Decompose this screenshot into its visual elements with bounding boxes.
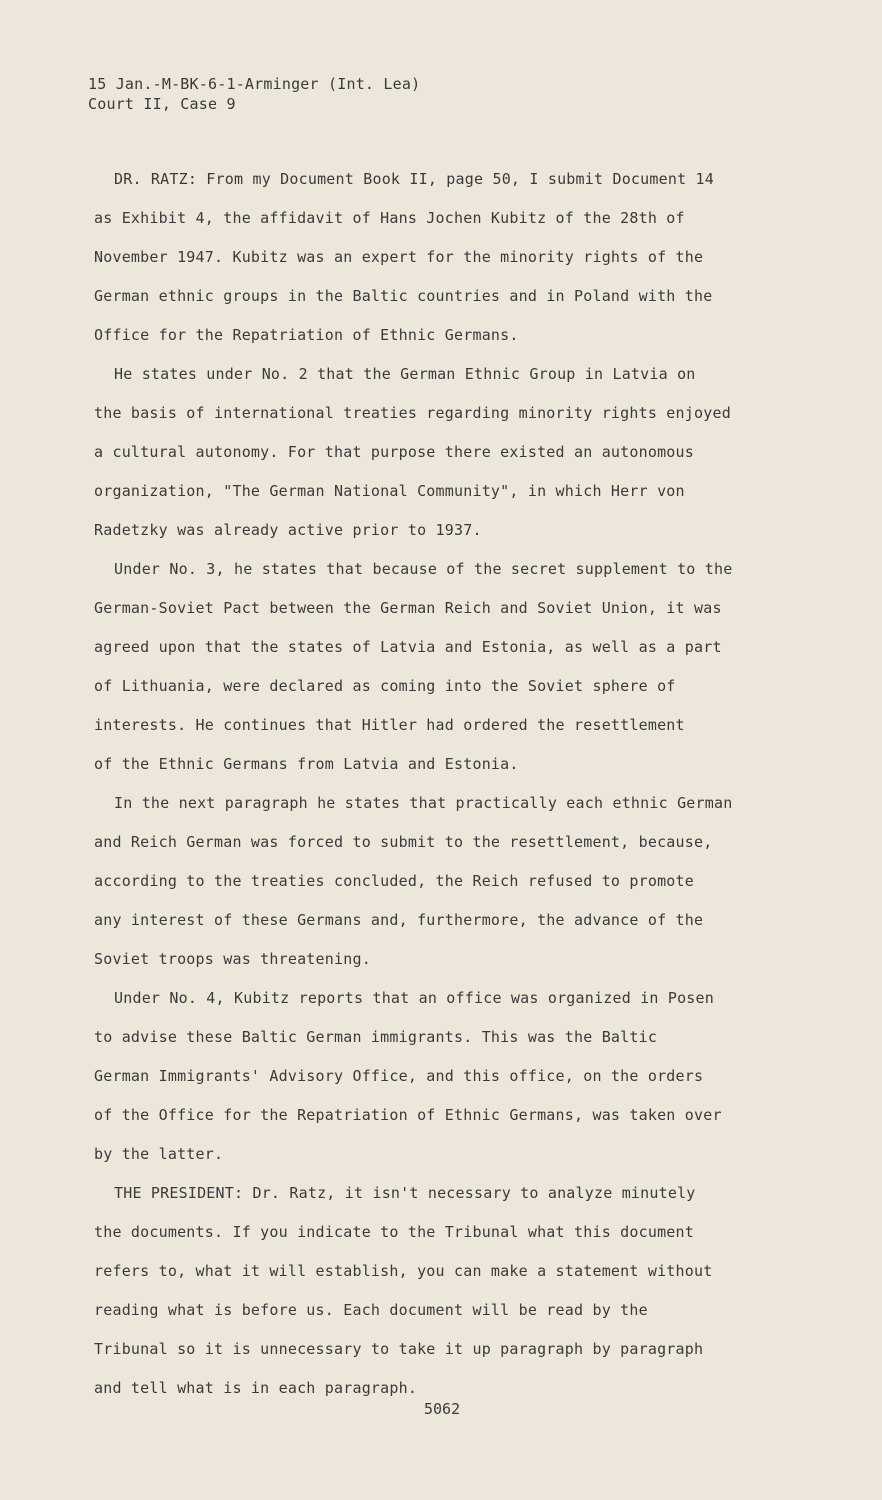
text-line: of the Office for the Repatriation of Ethnic Germans, was taken over xyxy=(94,1106,722,1124)
text-line: according to the treaties concluded, the Reich refused to promote xyxy=(94,872,694,890)
paragraph-4 xyxy=(94,784,774,979)
header-line-1: 15 Jan.-M-BK-6-1-Arminger (Int. Lea) xyxy=(88,75,421,93)
paragraph-2 xyxy=(94,355,774,550)
text-line: In the next paragraph he states that practically each ethnic German xyxy=(114,794,733,812)
text-line: as Exhibit 4, the affidavit of Hans Jochen Kubitz of the 28th of xyxy=(94,209,685,227)
text-line: THE PRESIDENT: Dr. Ratz, it isn't necessary to analyze minutely xyxy=(114,1184,696,1202)
paragraph-1 xyxy=(94,160,774,355)
text-line: any interest of these Germans and, furthermore, the advance of the xyxy=(94,911,704,929)
paragraph-6 xyxy=(94,1174,774,1408)
document-header xyxy=(88,74,420,114)
text-line: Under No. 4, Kubitz reports that an office was organized in Posen xyxy=(114,989,714,1007)
text-line: and Reich German was forced to submit to the resettlement, because, xyxy=(94,833,713,851)
text-line: Radetzky was already active prior to 1937. xyxy=(94,521,482,539)
text-line: by the latter. xyxy=(94,1145,224,1163)
text-line: of Lithuania, were declared as coming into the Soviet sphere of xyxy=(94,677,676,695)
text-line: the documents. If you indicate to the Tribunal what this document xyxy=(94,1223,694,1241)
paragraph-5 xyxy=(94,979,774,1174)
text-line: refers to, what it will establish, you can make a statement without xyxy=(94,1262,713,1280)
text-line: interests. He continues that Hitler had ordered the resettlement xyxy=(94,716,685,734)
text-line: Soviet troops was threatening. xyxy=(94,950,371,968)
text-line: Under No. 3, he states that because of the secret supplement to the xyxy=(114,560,733,578)
paragraph-3 xyxy=(94,550,774,784)
text-line: agreed upon that the states of Latvia and Estonia, as well as a part xyxy=(94,638,722,656)
header-line-2: Court II, Case 9 xyxy=(88,95,236,113)
text-line: of the Ethnic Germans from Latvia and Estonia. xyxy=(94,755,519,773)
text-line: Office for the Repatriation of Ethnic Germans. xyxy=(94,326,519,344)
text-line: German Immigrants' Advisory Office, and this office, on the orders xyxy=(94,1067,704,1085)
text-line: November 1947. Kubitz was an expert for the minority rights of the xyxy=(94,248,704,266)
transcript-body xyxy=(94,160,774,1408)
text-line: German-Soviet Pact between the German Reich and Soviet Union, it was xyxy=(94,599,722,617)
page-number: 5062 xyxy=(424,1400,461,1418)
text-line: He states under No. 2 that the German Ethnic Group in Latvia on xyxy=(114,365,696,383)
text-line: Tribunal so it is unnecessary to take it up paragraph by paragraph xyxy=(94,1340,704,1358)
text-line: to advise these Baltic German immigrants. This was the Baltic xyxy=(94,1028,658,1046)
text-line: DR. RATZ: From my Document Book II, page 50, I submit Document 14 xyxy=(114,170,714,188)
text-line: the basis of international treaties regarding minority rights enjoyed xyxy=(94,404,731,422)
text-line: reading what is before us. Each document will be read by the xyxy=(94,1301,648,1319)
text-line: German ethnic groups in the Baltic countries and in Poland with the xyxy=(94,287,713,305)
text-line: and tell what is in each paragraph. xyxy=(94,1379,418,1397)
text-line: a cultural autonomy. For that purpose there existed an autonomous xyxy=(94,443,694,461)
text-line: organization, "The German National Community", in which Herr von xyxy=(94,482,685,500)
